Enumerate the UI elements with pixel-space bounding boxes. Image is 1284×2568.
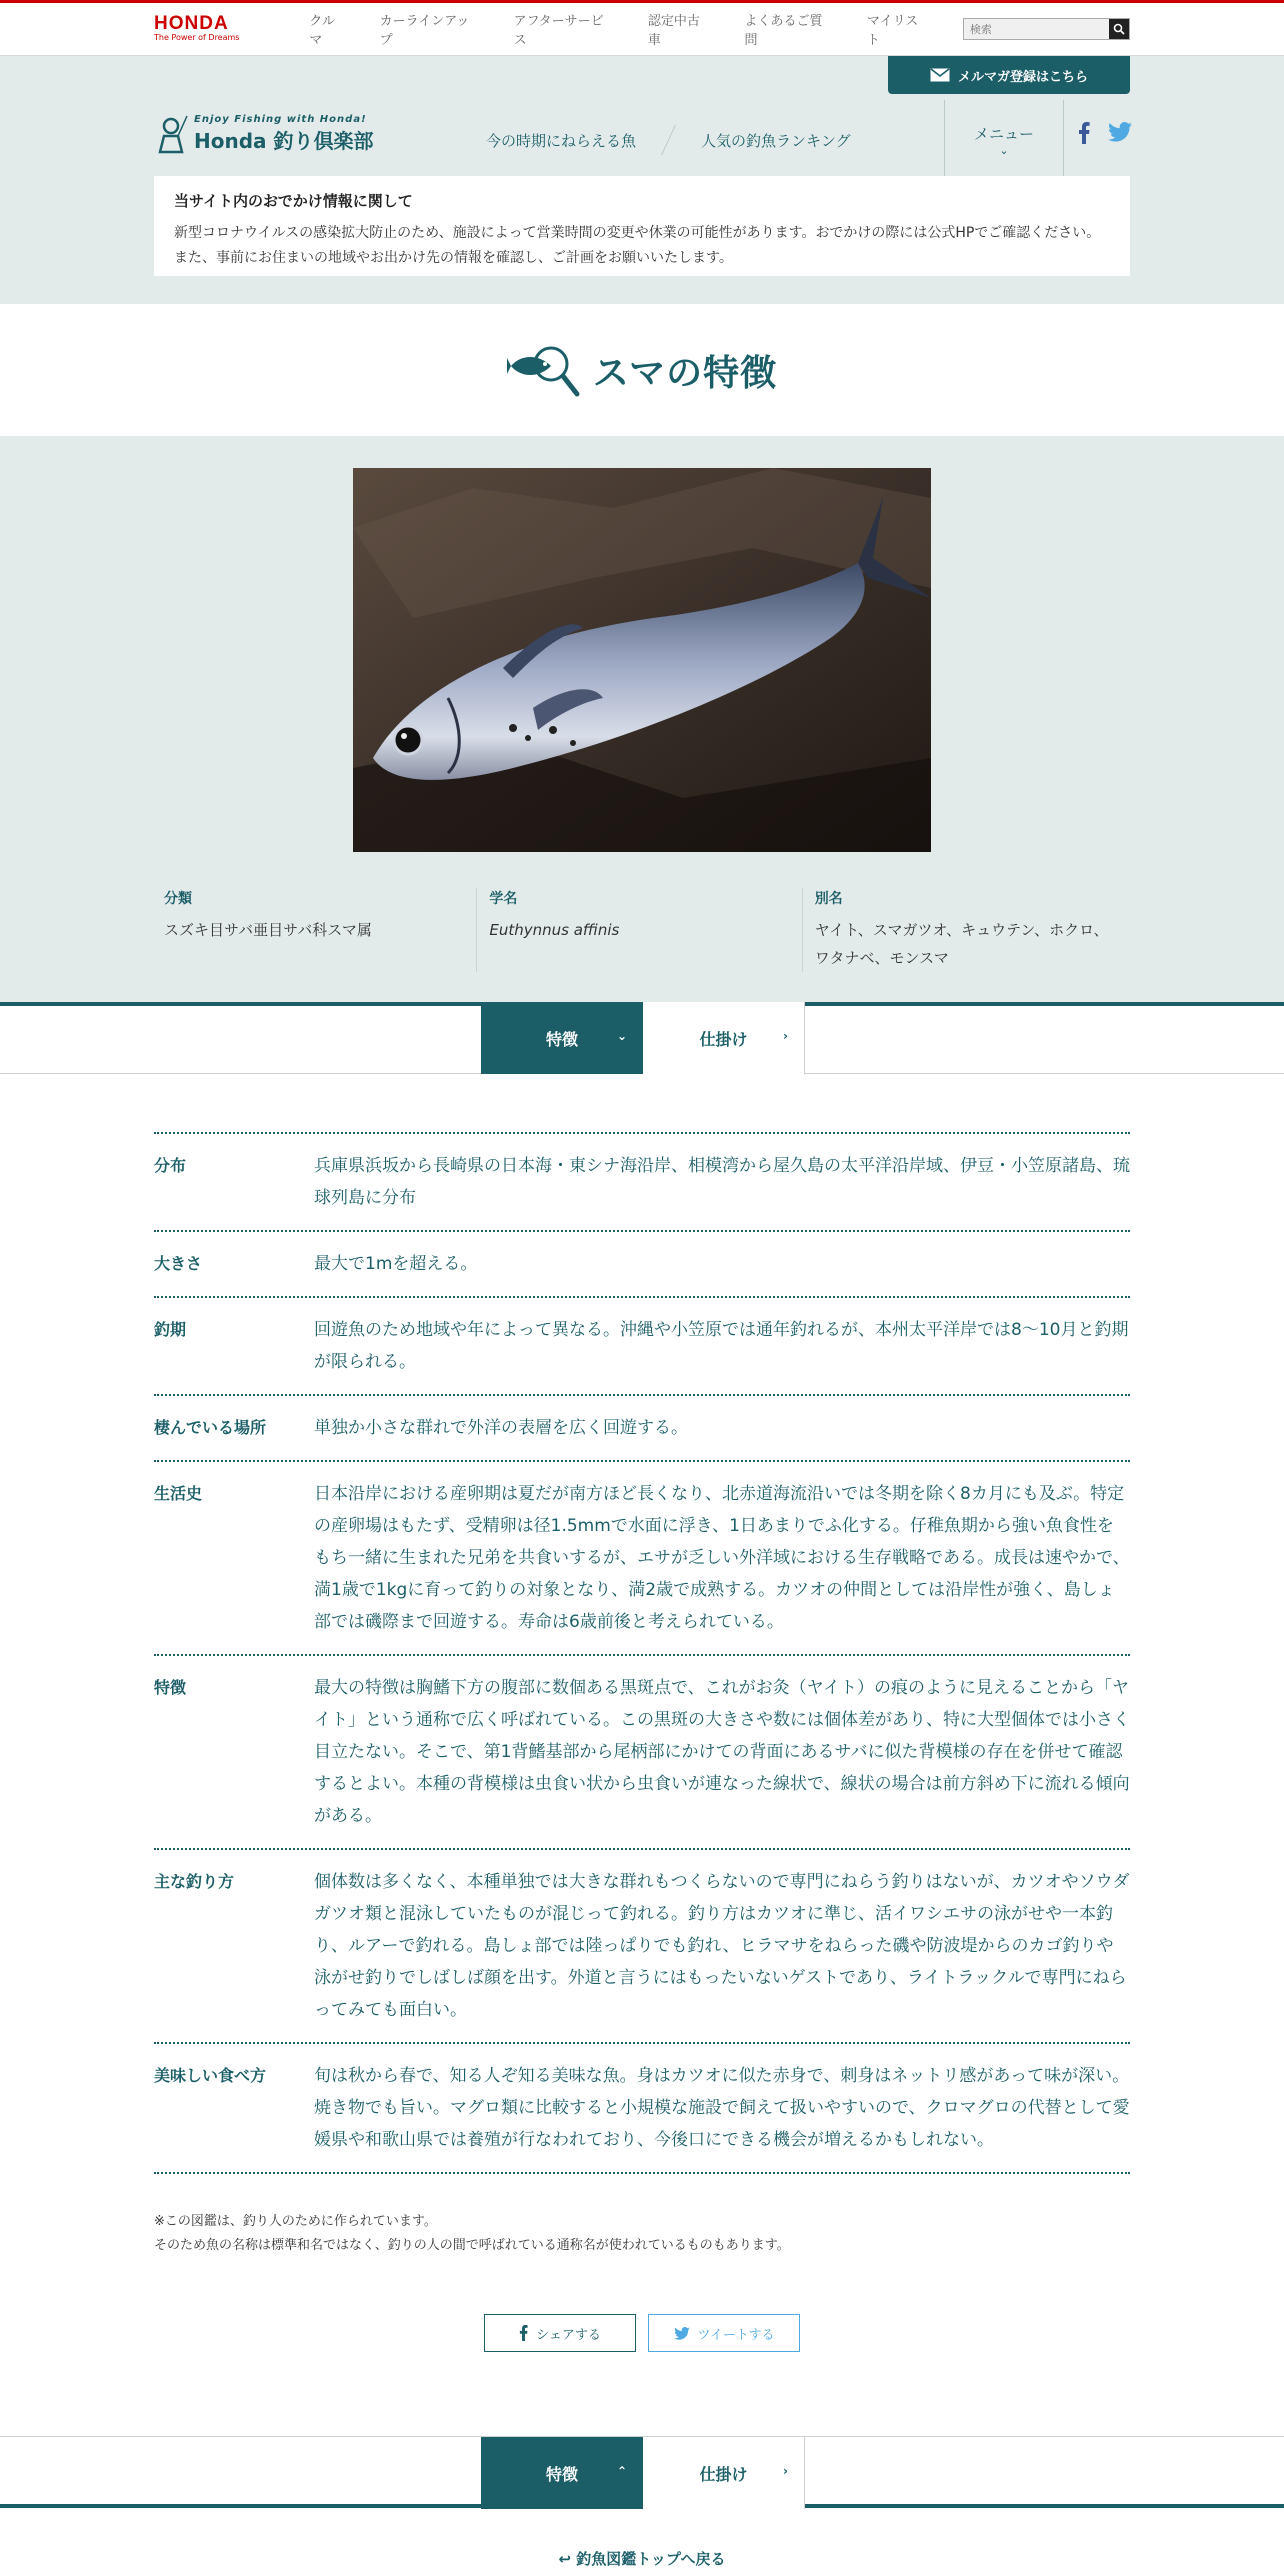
tab-features[interactable]: [481, 2437, 643, 2509]
share-buttons: [0, 2314, 1284, 2352]
detail-key: 棲んでいる場所: [154, 1418, 267, 1437]
facebook-icon[interactable]: [1078, 122, 1090, 148]
site-header: [0, 56, 1284, 304]
facebook-icon: [519, 2325, 528, 2341]
fact-scientific-name: [477, 888, 802, 972]
club-tagline: Enjoy Fishing with Honda!: [194, 114, 367, 125]
footnote-line: そのため魚の名称は標準和名ではなく、釣りの人の間で呼ばれている通称名が使われているものもあります。: [154, 2238, 790, 2253]
global-nav-mylist[interactable]: マイリスト: [866, 14, 919, 48]
fish-magnifier-icon: [507, 342, 581, 398]
site-nav: [454, 100, 883, 180]
chevron-up-icon: ⌃: [616, 2464, 627, 2478]
fact-classification: [152, 888, 477, 972]
back-to-index-link[interactable]: [0, 2548, 1284, 2568]
share-label: シェアする: [536, 2327, 601, 2343]
share-label: ツイートする: [697, 2327, 775, 2343]
facebook-share-button[interactable]: [484, 2314, 636, 2352]
detail-key: 大きさ: [154, 1254, 203, 1273]
detail-row: [154, 1656, 1130, 1850]
detail-row: [154, 1396, 1130, 1462]
sns-links: [1078, 122, 1132, 148]
detail-key: 美味しい食べ方: [154, 2066, 267, 2085]
search-icon: [1113, 23, 1125, 35]
detail-value: 最大で1mを超える。: [314, 1254, 478, 1274]
twitter-share-button[interactable]: [648, 2314, 800, 2352]
footnote: [154, 2210, 1130, 2258]
detail-row: [154, 1462, 1130, 1656]
fact-value: ヤイト、スマガツオ、キュウテン、ホクロ、ワタナベ、モンスマ: [814, 921, 1109, 967]
detail-row: [154, 1134, 1130, 1232]
chevron-right-icon: ›: [783, 2464, 788, 2478]
menu-label: メニュー: [973, 124, 1034, 143]
detail-key: 主な釣り方: [154, 1872, 235, 1891]
tab-label: 仕掛け: [699, 2464, 748, 2484]
notice-box: [154, 176, 1130, 276]
site-nav-seasonal[interactable]: 今の時期にねらえる魚: [486, 131, 637, 150]
honda-logo-text: HONDA: [154, 13, 229, 34]
notice-title: 当サイト内のおでかけ情報に関して: [174, 192, 413, 210]
fish-details: [154, 1132, 1130, 2174]
tab-label: 特徴: [545, 1029, 578, 1049]
tab-features[interactable]: [481, 1002, 643, 1074]
detail-row: [154, 1298, 1130, 1396]
honda-logo[interactable]: [154, 15, 293, 43]
chevron-down-icon: ⌄: [616, 1029, 627, 1043]
tab-label: 特徴: [545, 2464, 578, 2484]
chevron-right-icon: ›: [783, 1029, 788, 1043]
content-tabs-bottom: [0, 2436, 1284, 2508]
fact-value: スズキ目サバ亜目サバ科スマ属: [164, 921, 372, 939]
fish-photo: [353, 468, 931, 852]
detail-value: 旬は秋から春で、知る人ぞ知る美味な魚。身はカツオに似た赤身で、刺身はネットリ感があって味が深い。焼き物でも旨い。マグロ類に比較すると小規模な施設で飼えて扱いやすいので、クロマグロの代替として愛媛県や和歌山県では養殖が行なわれており、今後口にできる機会が増えるかもしれない。: [314, 2066, 1130, 2150]
fact-value: Euthynnus affinis: [489, 921, 620, 939]
club-logo[interactable]: [154, 114, 374, 154]
mail-icon: [930, 68, 950, 82]
search-button[interactable]: [1109, 19, 1129, 39]
detail-value: 個体数は多くなく、本種単独では大きな群れもつくらないので専門にねらう釣りはないが、カツオやソウダガツオ類と混泳していたものが混じって釣れる。釣り方はカツオに準じ、活イワシエサの泳がせや一本釣り、ルアーで釣れる。島しょ部では陸っぱりでも釣れ、ヒラマサをねらった磯や防波堤からのカゴ釣りや泳がせ釣りでしばしば顔を出す。外道と言うにはもったいないゲストであり、ライトラックルで専門にねらってみても面白い。: [314, 1872, 1130, 2020]
fact-other-names: [803, 888, 1128, 972]
search-input[interactable]: [964, 19, 1109, 39]
detail-row: [154, 1232, 1130, 1298]
global-nav: [309, 10, 963, 48]
fish-info-block: [0, 436, 1284, 1002]
detail-row: [154, 1850, 1130, 2044]
site-nav-ranking[interactable]: 人気の釣魚ランキング: [701, 131, 851, 150]
mailmag-button[interactable]: [888, 56, 1130, 94]
detail-key: 特徴: [154, 1678, 187, 1697]
detail-value: 単独か小さな群れで外洋の表層を広く回遊する。: [314, 1418, 688, 1438]
detail-value: 最大の特徴は胸鰭下方の腹部に数個ある黒斑点で、これがお灸（ヤイト）の痕のように見えることから「ヤイト」という通称で広く呼ばれている。この黒斑の大きさや数には個体差があり、特に大型個体では小さく目立たない。そこで、第1背鰭基部から尾柄部にかけての背面にあるサバに似た背模様の存在を併せて確認するとよい。本種の背模様は虫食い状から虫食いが連なった線状で、線状の場合は前方斜め下に流れる傾向がある。: [314, 1678, 1130, 1826]
fish-facts: [152, 888, 1128, 972]
detail-value: 回遊魚のため地域や年によって異なる。沖縄や小笠原では通年釣れるが、本州太平洋岸では8～10月と釣期が限られる。: [314, 1320, 1129, 1372]
global-nav-lineup[interactable]: カーラインアップ: [379, 14, 470, 48]
twitter-icon[interactable]: [1108, 122, 1132, 148]
twitter-icon: [674, 2327, 690, 2340]
fact-label: 別名: [814, 891, 843, 907]
chevron-down-icon: ⌄: [999, 143, 1009, 157]
notice-body: 新型コロナウイルスの感染拡大防止のため、施設によって営業時間の変更や休業の可能性があります。おでかけの際には公式HPでご確認ください。また、事前にお住まいの地域やお出かけ先の情報を確認し、ご計画をお願いいたします。: [174, 225, 1101, 266]
detail-key: 釣期: [154, 1320, 187, 1339]
tab-label: 仕掛け: [699, 1029, 748, 1049]
angler-logo-icon: [154, 114, 188, 154]
global-header: [0, 0, 1284, 56]
page-title-area: [0, 304, 1284, 436]
mailmag-label: メルマガ登録はこちら: [957, 69, 1088, 85]
detail-key: 分布: [154, 1156, 187, 1175]
detail-row: [154, 2044, 1130, 2174]
tab-rigs[interactable]: [643, 2437, 805, 2509]
return-arrow-icon: ↩: [558, 2550, 577, 2568]
global-search: [963, 18, 1130, 40]
detail-value: 日本沿岸における産卵期は夏だが南方ほど長くなり、北赤道海流沿いでは冬期を除く8カ月にも及ぶ。特定の産卵場はもたず、受精卵は径1.5mmで水面に浮き、1日あまりでふ化する。仔稚魚期から強い魚食性をもち一緒に生まれた兄弟を共食いするが、エサが乏しい外洋域における生存戦略である。成長は速やかで、満1歳で1kgに育って釣りの対象となり、満2歳で成熟する。カツオの仲間としては沿岸性が強く、島しょ部では磯際まで回遊する。寿命は6歳前後と考えられている。: [314, 1484, 1130, 1632]
backlink-label: 釣魚図鑑トップへ戻る: [576, 2550, 726, 2568]
global-nav-faq[interactable]: よくあるご質問: [744, 14, 823, 48]
fact-label: 学名: [489, 891, 518, 907]
fact-label: 分類: [164, 891, 192, 907]
footnote-line: ※この図鑑は、釣り人のために作られています。: [154, 2214, 437, 2229]
tab-rigs[interactable]: [643, 1002, 805, 1074]
content-tabs: [0, 1002, 1284, 1074]
global-nav-used[interactable]: 認定中古車: [647, 14, 700, 48]
page-title: スマの特徴: [592, 352, 778, 394]
detail-value: 兵庫県浜坂から長崎県の日本海・東シナ海沿岸、相模湾から屋久島の太平洋沿岸域、伊豆・小笠原諸島、琉球列島に分布: [314, 1156, 1130, 1208]
honda-logo-tag: The Power of Dreams: [154, 33, 240, 42]
club-name: Honda 釣り倶楽部: [194, 129, 374, 153]
detail-key: 生活史: [154, 1484, 203, 1503]
global-nav-service[interactable]: アフターサービス: [513, 14, 604, 48]
menu-button[interactable]: [944, 100, 1064, 180]
global-nav-cars[interactable]: クルマ: [309, 14, 335, 48]
